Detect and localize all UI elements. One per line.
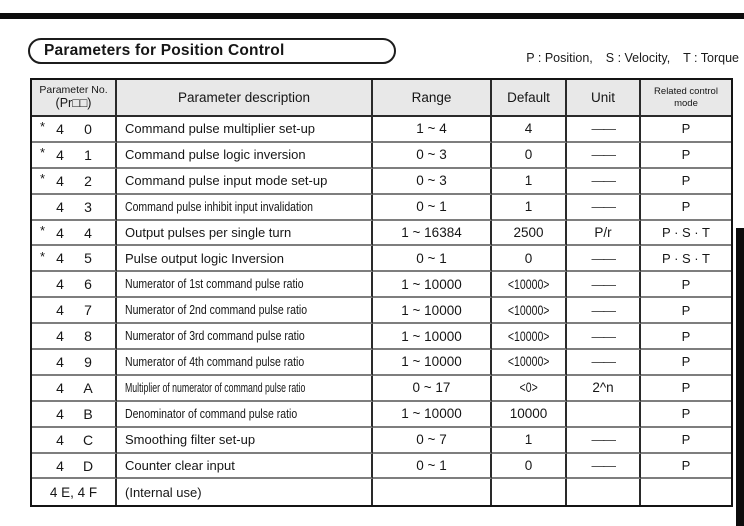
unit-text: —— [591, 250, 615, 266]
param-digit-1: 4 [56, 198, 64, 215]
unit-cell [567, 117, 641, 143]
param-desc-cell [117, 221, 373, 247]
header-param-no-line2: (Pr□□) [55, 96, 92, 111]
param-digit-2: 0 [84, 120, 92, 137]
range-text: 0 ~ 1 [416, 250, 447, 266]
unit-text: —— [591, 458, 615, 474]
unit-cell [567, 402, 641, 428]
default-text: <0> [519, 380, 538, 396]
param-digit-1: 4 [56, 120, 64, 137]
range-text: 0 ~ 3 [416, 173, 447, 189]
unit-cell [567, 454, 641, 480]
range-text: 1 ~ 10000 [401, 406, 462, 422]
mode-text: P [681, 458, 691, 474]
range-cell [373, 117, 492, 143]
unit-cell [567, 195, 641, 221]
range-text: 1 ~ 16384 [401, 225, 462, 240]
legend-torque: T : Torque [683, 51, 739, 65]
range-cell [373, 169, 492, 195]
table-row [32, 143, 731, 169]
default-cell [492, 117, 567, 143]
range-cell [373, 324, 492, 350]
param-digit-2: 7 [84, 302, 92, 319]
param-digit-2: B [83, 405, 93, 422]
table-row [32, 246, 731, 272]
default-cell [492, 272, 567, 298]
table-header-row [32, 80, 731, 117]
table-row [32, 195, 731, 221]
unit-text: —— [591, 173, 615, 189]
param-digit-1: 4 [56, 405, 64, 422]
table-row [32, 272, 731, 298]
param-desc-cell [117, 117, 373, 143]
star-mark: * [40, 145, 46, 161]
range-text: 0 ~ 17 [412, 380, 451, 396]
parameters-table [30, 78, 733, 507]
table-row [32, 376, 731, 402]
param-digit-1: 4 [56, 224, 64, 241]
default-text: <10000> [507, 276, 550, 292]
range-text: 1 ~ 10000 [401, 328, 462, 344]
range-cell [373, 479, 492, 505]
range-text: 0 ~ 1 [416, 199, 447, 215]
default-text: <10000> [507, 354, 550, 370]
param-no-full: 4 E, 4 F [49, 484, 98, 500]
param-digit-1: 4 [56, 328, 64, 345]
param-no-cell [32, 246, 117, 272]
star-mark: * [40, 119, 46, 135]
mode-cell [641, 298, 731, 324]
header-related-mode-line1: Related control [654, 85, 718, 97]
mode-text: P · S · T [662, 225, 710, 240]
mode-cell [641, 272, 731, 298]
unit-cell [567, 298, 641, 324]
mode-cell [641, 324, 731, 350]
param-desc-cell [117, 454, 373, 480]
star-mark: * [40, 248, 46, 264]
param-digit-1: 4 [56, 353, 64, 370]
mode-text: P [681, 354, 691, 370]
range-cell [373, 428, 492, 454]
header-param-no-line1: Parameter No. [39, 84, 108, 97]
table-row [32, 454, 731, 480]
param-desc-cell [117, 143, 373, 169]
mode-text: P [681, 380, 691, 396]
param-digit-1: 4 [56, 250, 64, 267]
default-cell [492, 479, 567, 505]
mode-text: P [681, 147, 691, 163]
unit-cell [567, 221, 641, 247]
range-text: 1 ~ 4 [416, 121, 447, 137]
default-cell [492, 298, 567, 324]
mode-cell [641, 454, 731, 480]
mode-cell [641, 143, 731, 169]
mode-text: P [681, 199, 691, 215]
range-text: 1 ~ 10000 [401, 302, 462, 318]
default-text: 0 [524, 147, 533, 163]
param-no-cell [32, 350, 117, 376]
param-no-cell [32, 221, 117, 247]
param-digit-1: 4 [56, 457, 64, 474]
param-no-cell [32, 117, 117, 143]
mode-cell [641, 169, 731, 195]
default-cell [492, 195, 567, 221]
unit-text: —— [591, 328, 615, 344]
range-cell [373, 195, 492, 221]
mode-text: P [681, 406, 691, 422]
range-text: 1 ~ 10000 [401, 354, 462, 370]
mode-cell [641, 479, 731, 505]
default-cell [492, 350, 567, 376]
param-digit-1: 4 [56, 431, 64, 448]
param-no-cell [32, 376, 117, 402]
range-text: 0 ~ 7 [416, 432, 447, 448]
header-related-mode-line2: mode [674, 97, 698, 109]
param-desc-text: Numerator of 3rd command pulse ratio [125, 329, 305, 344]
param-no-cell [32, 479, 117, 505]
param-desc-text: Command pulse inhibit input invalidation [125, 199, 313, 214]
unit-text: —— [591, 354, 615, 370]
mode-legend [526, 51, 739, 65]
mode-text: P [681, 432, 691, 448]
param-no-cell [32, 169, 117, 195]
param-digit-2: 6 [84, 276, 92, 293]
default-text: 0 [524, 458, 533, 474]
default-text: 0 [524, 250, 533, 266]
param-digit-1: 4 [56, 276, 64, 293]
param-desc-text: Numerator of 1st command pulse ratio [125, 277, 304, 292]
range-cell [373, 350, 492, 376]
star-mark: * [40, 223, 46, 238]
param-digit-2: 3 [84, 198, 92, 215]
param-desc-cell [117, 246, 373, 272]
param-desc-cell [117, 479, 373, 505]
default-text: <10000> [507, 328, 550, 344]
param-desc-cell [117, 428, 373, 454]
param-no-cell [32, 143, 117, 169]
table-row [32, 117, 731, 143]
param-digit-2: 4 [84, 224, 92, 241]
table-row [32, 428, 731, 454]
default-cell [492, 376, 567, 402]
param-desc-text: Numerator of 2nd command pulse ratio [125, 303, 308, 318]
mode-text: P [681, 302, 691, 318]
unit-text: —— [591, 276, 615, 292]
default-cell [492, 454, 567, 480]
top-rule [0, 13, 744, 19]
param-desc-cell [117, 376, 373, 402]
mode-cell [641, 195, 731, 221]
default-text: 2500 [513, 225, 544, 240]
param-desc-cell [117, 298, 373, 324]
page-edge-tab [736, 228, 744, 526]
table-row [32, 324, 731, 350]
param-no-cell [32, 298, 117, 324]
unit-text: —— [591, 199, 615, 215]
mode-text: P [681, 276, 691, 292]
default-cell [492, 143, 567, 169]
default-cell [492, 324, 567, 350]
default-cell [492, 221, 567, 247]
unit-text: —— [591, 147, 615, 163]
default-cell [492, 428, 567, 454]
param-desc-text: Command pulse input mode set-up [125, 173, 328, 189]
param-desc-cell [117, 272, 373, 298]
unit-text: P/r [594, 225, 612, 240]
unit-cell [567, 479, 641, 505]
param-digit-2: 1 [84, 146, 92, 163]
range-cell [373, 272, 492, 298]
param-digit-2: D [82, 457, 94, 474]
param-no-cell [32, 454, 117, 480]
range-cell [373, 298, 492, 324]
param-no-cell [32, 428, 117, 454]
range-cell [373, 221, 492, 247]
mode-cell [641, 221, 731, 247]
unit-cell [567, 143, 641, 169]
unit-cell [567, 246, 641, 272]
range-cell [373, 143, 492, 169]
range-text: 0 ~ 1 [416, 458, 447, 474]
param-desc-text: Denominator of command pulse ratio [125, 406, 298, 421]
param-no-cell [32, 324, 117, 350]
table-row [32, 402, 731, 428]
unit-cell [567, 272, 641, 298]
mode-cell [641, 350, 731, 376]
unit-text: 2^n [592, 380, 614, 396]
param-desc-text: Pulse output logic Inversion [125, 250, 284, 266]
default-text: <10000> [507, 302, 550, 318]
param-desc-cell [117, 402, 373, 428]
table-row [32, 169, 731, 195]
range-cell [373, 454, 492, 480]
table-row [32, 221, 731, 247]
table-row [32, 479, 731, 505]
param-digit-2: C [82, 431, 94, 448]
default-text: 1 [524, 173, 533, 189]
legend-velocity: S : Velocity, [605, 51, 671, 65]
default-cell [492, 169, 567, 195]
mode-cell [641, 117, 731, 143]
unit-text: —— [591, 302, 615, 318]
mode-text: P [681, 121, 691, 137]
default-text: 10000 [509, 406, 548, 422]
param-digit-2: 5 [84, 250, 92, 267]
unit-cell [567, 376, 641, 402]
param-desc-text: Smoothing filter set-up [125, 432, 256, 448]
range-cell [373, 376, 492, 402]
table-row [32, 350, 731, 376]
param-desc-cell [117, 324, 373, 350]
param-desc-cell [117, 195, 373, 221]
default-text: 4 [524, 121, 533, 137]
param-digit-1: 4 [56, 146, 64, 163]
param-desc-text: Command pulse logic inversion [125, 147, 306, 163]
param-digit-1: 4 [56, 379, 64, 396]
default-cell [492, 402, 567, 428]
param-no-cell [32, 195, 117, 221]
param-desc-text: Output pulses per single turn [125, 225, 292, 240]
param-digit-1: 4 [56, 302, 64, 319]
param-desc-cell [117, 350, 373, 376]
param-desc-text: Command pulse multiplier set-up [125, 121, 316, 137]
mode-cell [641, 402, 731, 428]
range-text: 1 ~ 10000 [401, 276, 462, 292]
param-digit-2: 2 [84, 172, 92, 189]
mode-text: P · S · T [662, 250, 710, 266]
header-description: Parameter description [117, 80, 373, 117]
unit-text: —— [591, 432, 615, 448]
mode-cell [641, 376, 731, 402]
header-param-no [32, 80, 117, 117]
param-desc-text: Multiplier of numerator of command pulse ratio [125, 380, 306, 395]
table-row [32, 298, 731, 324]
header-range: Range [373, 80, 492, 117]
star-mark: * [40, 171, 46, 187]
default-text: 1 [524, 199, 533, 215]
param-digit-2: 8 [84, 328, 92, 345]
param-desc-text: Numerator of 4th command pulse ratio [125, 354, 305, 369]
mode-text: P [681, 173, 691, 189]
unit-cell [567, 324, 641, 350]
header-default: Default [492, 80, 567, 117]
param-no-cell [32, 402, 117, 428]
table-body [32, 117, 731, 505]
default-text: 1 [524, 432, 533, 448]
param-digit-2: A [83, 379, 93, 396]
param-desc-cell [117, 169, 373, 195]
param-desc-text: Counter clear input [125, 458, 235, 474]
section-title-box [28, 38, 396, 64]
mode-text: P [681, 328, 691, 344]
header-unit: Unit [567, 80, 641, 117]
unit-cell [567, 350, 641, 376]
range-cell [373, 402, 492, 428]
page-title: Parameters for Position Control [44, 42, 285, 59]
header-related-mode [641, 80, 731, 117]
default-cell [492, 246, 567, 272]
param-desc-text: (Internal use) [125, 484, 202, 500]
unit-cell [567, 169, 641, 195]
unit-cell [567, 428, 641, 454]
param-digit-2: 9 [84, 353, 92, 370]
param-no-cell [32, 272, 117, 298]
unit-text: —— [591, 121, 615, 137]
legend-position: P : Position, [526, 51, 593, 65]
range-text: 0 ~ 3 [416, 147, 447, 163]
mode-cell [641, 428, 731, 454]
mode-cell [641, 246, 731, 272]
range-cell [373, 246, 492, 272]
param-digit-1: 4 [56, 172, 64, 189]
